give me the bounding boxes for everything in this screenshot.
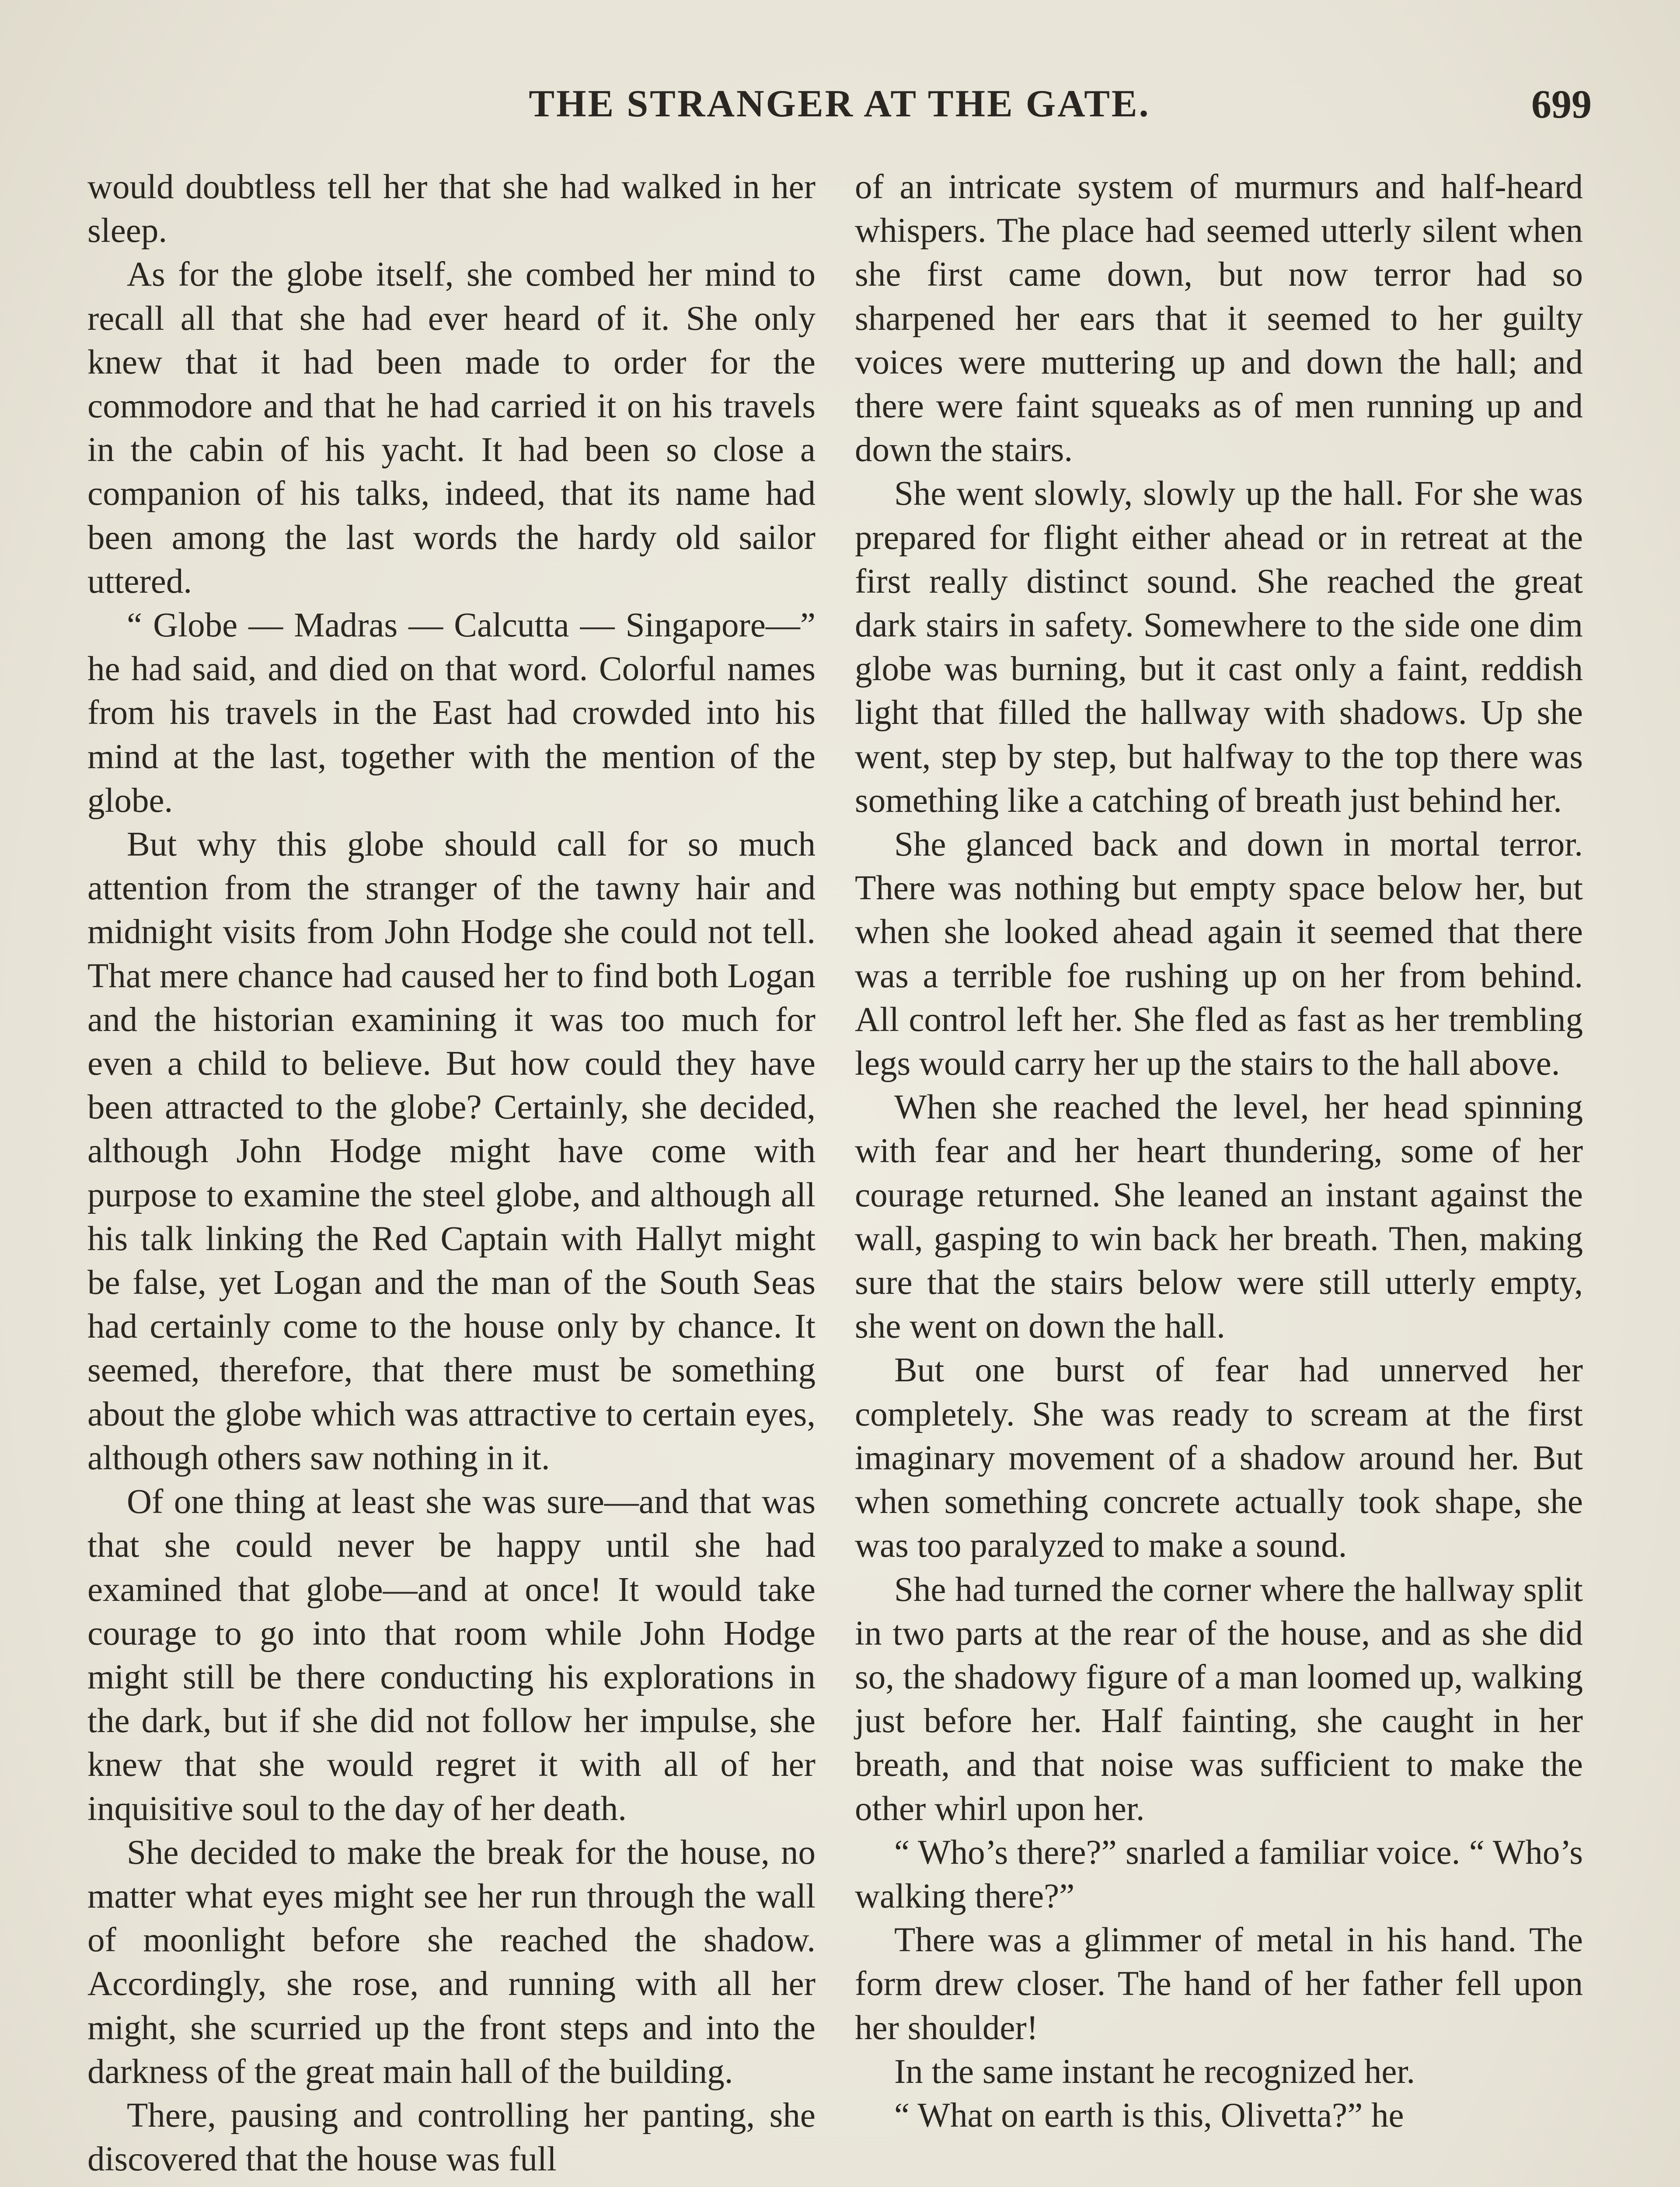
paragraph: of an intricate system of murmurs and half-heard whispers. The place had seemed utterly silent when she first came down, but now terror had so sharpened her ears that it seemed to her guilty voices were muttering up and down the hall; and there were faint squeaks as of men running up and down the stairs. [855, 168, 1583, 469]
paragraph: Of one thing at least she was sure—and that was that she could never be happy until she had examined that globe—and at once! It would take courage to go into that room while John Hodge might still be there conducting his explorations in the dark, but if she did not follow her impulse, she knew that she would regret it with all of her inquisitive soul to the day of her death. [87, 1483, 816, 1828]
paragraph: “ What on earth is this, Olivetta?” he [894, 2096, 1404, 2135]
paragraph: She went slowly, slowly up the hall. For she was prepared for flight either ahead or in retreat at the first really distinct sound. She reached the great dark stairs in safety. Somewhere to the side one dim globe was burning, but it cast only a faint, reddish light that filled the hallway with shadows. Up she went, step by step, but halfway to the top there was something like a catching of breath just behind her. [855, 475, 1583, 820]
paragraph: When she reached the level, her head spinning with fear and her heart thundering, some of her courage returned. She leaned an instant against the wall, gasping to win back her breath. Then, making sure that the stairs below were still utterly empty, she went on down the hall. [855, 1088, 1583, 1346]
paragraph: But why this globe should call for so much attention from the stranger of the tawny hair and midnight visits from John Hodge she could not tell. That mere chance had caused her to find both Logan and the historian examining it was too much for even a child to believe. But how could they have been attracted to the globe? Certainly, she decided, although John Hodge might have come with purpose to examine the steel globe, and although all his talk linking the Red Captain with Hallyt might be false, yet Logan and the man of the South Seas had certainly come to the house only by chance. It seemed, therefore, that there must be something about the globe which was attractive to certain eyes, although others saw nothing in it. [87, 825, 816, 1477]
page-number: 699 [1531, 82, 1592, 126]
paragraph: would doubtless tell her that she had walked in her sleep. [87, 168, 816, 250]
paragraph: She decided to make the break for the house, no matter what eyes might see her run through the wall of moonlight before she reached the shadow. Accordingly, she rose, and running with all her might, she scurried up the front steps and into the darkness of the great main hall of the building. [87, 1833, 816, 2091]
paragraph: “ Who’s there?” snarled a familiar voice. “ Who’s walking there?” [855, 1833, 1583, 1915]
running-title: THE STRANGER AT THE GATE. [529, 83, 1150, 125]
paragraph: But one burst of fear had unnerved her completely. She was ready to scream at the first imaginary movement of a shadow around her. But when something concrete actually took shape, she was too paralyzed to make a sound. [855, 1351, 1583, 1565]
paragraph: There, pausing and controlling her panting, she discovered that the house was full [87, 2096, 816, 2179]
paragraph: In the same instant he recognized her. [894, 2052, 1415, 2091]
paragraph: She had turned the corner where the hallway split in two parts at the rear of the house, and as she did so, the shadowy figure of a man loomed up, walking just before her. Half fainting, she caught in her breath, and that noise was sufficient to make the other whirl upon her. [855, 1570, 1583, 1828]
paragraph: There was a glimmer of metal in his hand. The form drew closer. The hand of her father fell upon her shoulder! [855, 1921, 1583, 2047]
paragraph: As for the globe itself, she combed her mind to recall all that she had ever heard of it. She only knew that it had been made to order for the commodore and that he had carried it on his travels in the cabin of his yacht. It had been so close a companion of his talks, indeed, that its name had been among the last words the hardy old sailor uttered. [87, 255, 816, 601]
paragraph: “ Globe — Madras — Calcutta — Singapore—” he had said, and died on that word. Colorful names from his travels in the East had crowded into his mind at the last, together with the mention of the globe. [87, 606, 816, 820]
page-header [87, 78, 1592, 130]
left-text-column [87, 165, 816, 2181]
paragraph: She glanced back and down in mortal terror. There was nothing but empty space below her, but when she looked ahead again it seemed that there was a terrible foe rushing up on her from behind. All control left her. She fled as fast as her trembling legs would carry her up the stairs to the hall above. [855, 825, 1583, 1083]
right-text-column [855, 165, 1583, 2138]
